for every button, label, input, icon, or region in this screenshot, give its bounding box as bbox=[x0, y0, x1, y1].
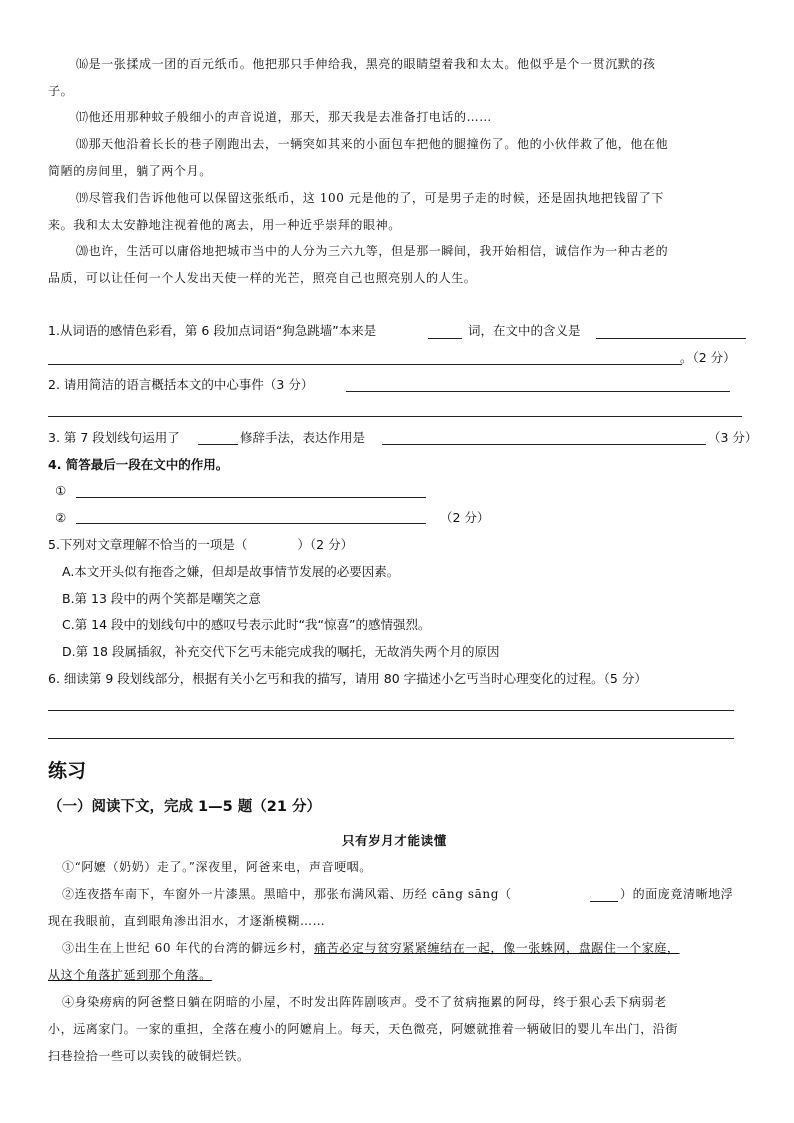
answer-blank-1a[interactable] bbox=[428, 338, 462, 339]
exercise-para-2-line2: 现在我眼前，直到眼角渗出泪水，才逐渐模糊…… bbox=[48, 914, 326, 928]
question-3: 3. 第 7 段划线句运用了 bbox=[48, 430, 180, 445]
exercise-para-4-line1: ④身染痨病的阿爸整日躺在阴暗的小屋，不时发出阵阵剧咳声。受不了贫病拖累的阿母，终于狠心丢下病弱老 bbox=[62, 995, 667, 1009]
exercise-heading: 练习 bbox=[48, 760, 87, 782]
answer-line-2b[interactable] bbox=[48, 416, 742, 417]
answer-line-1c[interactable] bbox=[48, 364, 682, 365]
question-3-score: （3 分） bbox=[708, 430, 758, 445]
para-19-line1: ⒆尽管我们告诉他他可以保留这张纸币，这 100 元是他的了，可是男子走的时候，还是固执地把钱留了下 bbox=[76, 191, 664, 205]
question-4: 4. 简答最后一段在文中的作用。 bbox=[48, 457, 229, 472]
answer-line-6a[interactable] bbox=[48, 710, 734, 711]
para-16-line2: 子。 bbox=[48, 84, 74, 98]
para-20-line1: ⒇也许，生活可以庸俗地把城市当中的人分为三六九等，但是那一瞬间，我开始相信，诚信作为一种古老的 bbox=[76, 244, 669, 258]
para-20-line2: 品质，可以让任何一个人发出天使一样的光芒，照亮自己也照亮别人的人生。 bbox=[48, 271, 477, 285]
option-b: B.第 13 段中的两个笑都是嘲笑之意 bbox=[62, 591, 261, 606]
question-2: 2. 请用简洁的语言概括本文的中心事件（3 分） bbox=[48, 377, 314, 392]
para-18-line2: 简陋的房间里，躺了两个月。 bbox=[48, 164, 212, 178]
question-1-mid: 词，在文中的含义是 bbox=[468, 323, 581, 338]
exercise-para-2-line1: ②连夜搭车南下，车窗外一片漆黑。黑暗中，那张布满风霜、历经 cāng sāng（ bbox=[62, 887, 512, 901]
section-heading: （一）阅读下文，完成 1—5 题（21 分） bbox=[48, 799, 321, 815]
answer-blank-1b[interactable] bbox=[596, 338, 746, 339]
question-1: 1.从词语的感情色彩看，第 6 段加点词语“狗急跳墙”本来是 bbox=[48, 323, 377, 338]
exercise-para-3-line1 bbox=[62, 939, 680, 957]
question-4-score: （2 分） bbox=[440, 510, 490, 525]
option-d: D.第 18 段属插叙，补充交代下乞丐未能完成我的嘱托，无故消失两个月的原因 bbox=[62, 644, 500, 659]
para-3-plain: ③出生在上世纪 60 年代的台湾的僻远乡村， bbox=[62, 941, 315, 955]
para-3-underlined-a: 痛苦必定与贫穷紧紧缠结在一起，像一张蛛网，盘踞住一个家庭， bbox=[314, 941, 680, 955]
q4-marker-2: ② bbox=[55, 510, 67, 525]
question-1-score: 。（2 分） bbox=[680, 350, 736, 365]
passage-title: 只有岁月才能读懂 bbox=[342, 833, 447, 848]
answer-blank-3a[interactable] bbox=[198, 444, 238, 445]
question-5: 5.下列对文章理解不恰当的一项是（ ）（2 分） bbox=[48, 537, 354, 552]
para-19-line2: 来。我和太太安静地注视着他的离去，用一种近乎崇拜的眼神。 bbox=[48, 218, 401, 232]
para-3-underlined-b: 从这个角落扩延到那个角落。 bbox=[48, 968, 212, 982]
exercise-para-4-line2: 小，远离家门。一家的重担，全落在瘦小的阿嬷肩上。每天，天色微亮，阿嬷就推着一辆破旧的婴儿车出门，沿街 bbox=[48, 1022, 679, 1036]
para-16-line1: ⒃是一张揉成一团的百元纸币。他把那只手伸给我，黑亮的眼睛望着我和太太。他似乎是个一贯沉默的孩 bbox=[76, 57, 656, 71]
answer-blank-3b[interactable] bbox=[382, 444, 706, 445]
question-6: 6. 细读第 9 段划线部分，根据有关小乞丐和我的描写，请用 80 字描述小乞丐当时心理变化的过程。（5 分） bbox=[48, 671, 647, 686]
option-c: C.第 14 段中的划线句中的感叹号表示此时“我“惊喜”的感情强烈。 bbox=[62, 617, 431, 632]
answer-line-2a[interactable] bbox=[346, 391, 730, 392]
exercise-para-2-line1-end: ）的面庞竟清晰地浮 bbox=[620, 887, 734, 901]
question-3-mid: 修辞手法，表达作用是 bbox=[240, 430, 366, 445]
para-18-line1: ⒅那天他沿着长长的巷子刚跑出去，一辆突如其来的小面包车把他的腿撞伤了。他的小伙伴救了他，他在他 bbox=[76, 137, 669, 151]
answer-line-4b[interactable] bbox=[76, 523, 426, 524]
para-17: ⒄他还用那种蚊子般细小的声音说道，那天，那天我是去准备打电话的…… bbox=[76, 110, 492, 124]
answer-line-4a[interactable] bbox=[76, 497, 426, 498]
exercise-para-4-line3: 扫巷捡拾一些可以卖钱的破铜烂铁。 bbox=[48, 1049, 250, 1063]
answer-line-6b[interactable] bbox=[48, 738, 734, 739]
option-a: A.本文开头似有拖沓之嫌，但却是故事情节发展的必要因素。 bbox=[62, 564, 400, 579]
exercise-para-1: ①“阿嬷（奶奶）走了。”深夜里，阿爸来电，声音哽咽。 bbox=[62, 860, 372, 874]
pinyin-answer-blank[interactable] bbox=[590, 901, 618, 902]
q4-marker-1: ① bbox=[55, 483, 67, 498]
